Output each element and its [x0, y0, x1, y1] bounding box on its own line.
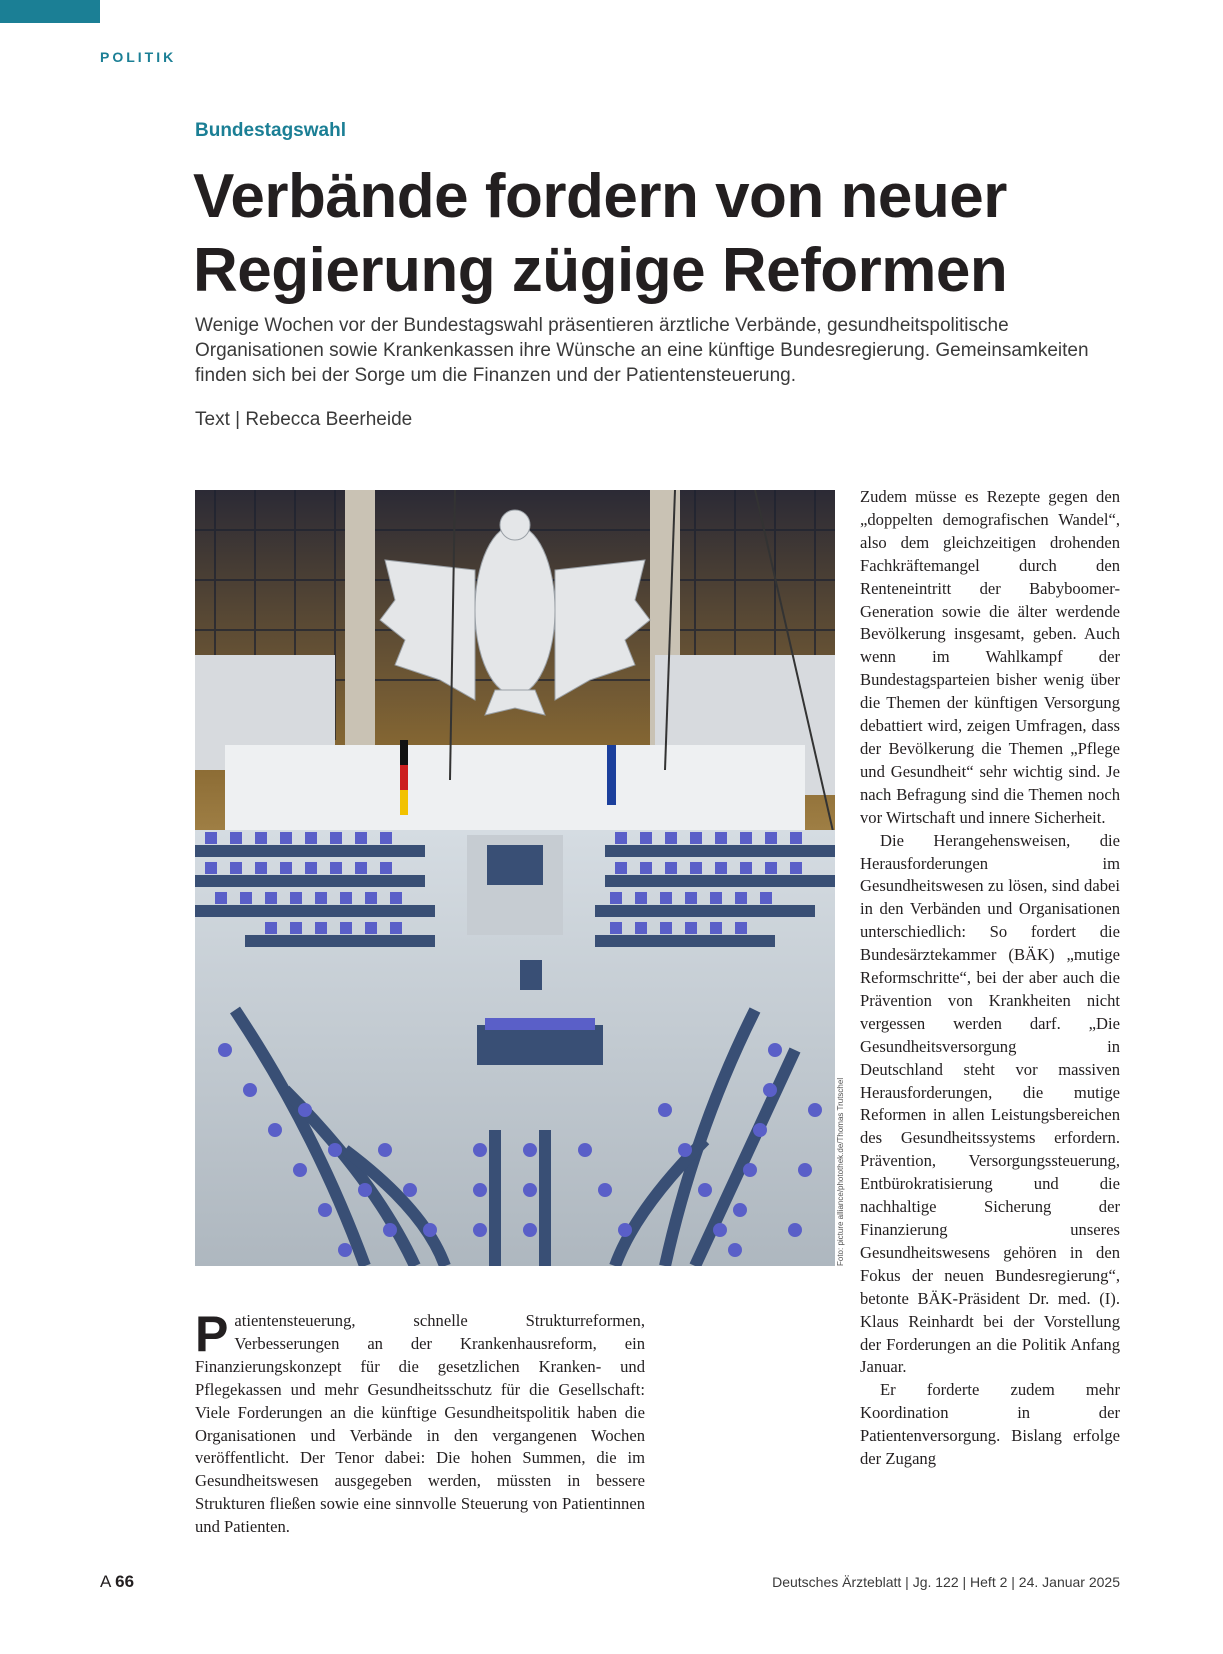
article-lead: Wenige Wochen vor der Bundestagswahl präsentieren ärztliche Verbände, gesundheitspolitische Organisationen sowie Krankenkassen ihre Wünsche an eine künftige Bundesregierung. Gemeinsamkeiten finden sich bei der Sorge um die Finanzen und der Patientensteuerung.	[195, 315, 1089, 386]
body-paragraph-1	[195, 1306, 645, 1539]
journal-info: Deutsches Ärzteblatt | Jg. 122 | Heft 2 | 24. Januar 2025	[772, 1574, 1120, 1590]
headline-line-1: Verbände fordern von neuer	[193, 162, 1007, 231]
section-color-bar	[0, 0, 100, 23]
section-label: POLITIK	[100, 49, 177, 65]
body-paragraph-4: Er forderte zudem mehr Koordination in der Patientenversorgung. Bislang erfolge der Zugang	[860, 1380, 1120, 1469]
article-headline	[193, 160, 1173, 308]
page-number-value: 66	[115, 1572, 135, 1591]
body-paragraph-1-text: atientensteuerung, schnelle Strukturreformen, Verbesserungen an der Krankenhausreform, ein Finanzierungskonzept für die gesetzlichen Kranken- und Pflegekassen und mehr Gesundheitsschutz für die Gesellschaft: Viele Forderungen an die künftige Gesundheitspolitik haben die Organisationen und Verbände in den vergangenen Wochen veröffentlicht. Der Tenor dabei: Die hohen Summen, die im Gesundheitswesen ausgegeben werden, müssten in bessere Strukturen fließen sowie eine sinnvolle Steuerung von Patientinnen und Patienten.	[195, 1311, 645, 1537]
drop-cap: P	[195, 1306, 229, 1362]
article-kicker: Bundestagswahl	[195, 120, 346, 141]
body-paragraph-3: Die Herangehensweisen, die Herausforderungen im Gesundheitswesen zu lösen, sind dabei in den Verbänden und Organisationen unterschiedlich: So fordert die Bundesärztekammer (BÄK) „mutige Reformschritte“, bei der aber auch die Prävention von Krankheiten nicht vergessen werden darf. „Die Gesundheitsversorgung in Deutschland steht vor massiven Herausforderungen, die mutige Reformen in allen Leistungsbereichen des Gesundheitssystems erfordern. Prävention, Versorgungssteuerung, Entbürokratisierung und die nachhaltige Sicherung der Finanzierung unseres Gesundheitswesens gehören in den Fokus der neuen Bundesregierung“, betonte BÄK-Präsident Dr. med. (I). Klaus Reinhardt bei der Vorstellung der Forderungen an die Politik Anfang Januar.	[860, 830, 1120, 1377]
article-author: Text | Rebecca Beerheide	[195, 409, 413, 430]
body-paragraph-2: Zudem müsse es Rezepte gegen den „doppelten demografischen Wandel“, also dem gleichzeitigen drohenden Fachkräftemangel durch den Renteneintritt der Babyboomer-Generation sowie die älter werdende Bevölkerung insgesamt, geben. Auch wenn im Wahlkampf der Bundestagsparteien bisher wenig über die Themen der künftigen Versorgung debattiert wird, zeigen Umfragen, dass der Bevölkerung die Themen „Pflege und Gesundheit“ sehr wichtig sind. Je nach Befragung sind die Themen noch vor Wirtschaft und innere Sicherheit.	[860, 487, 1120, 827]
body-column-1	[195, 1306, 645, 1539]
plenary-hall-photo	[195, 490, 835, 1266]
headline-line-2: Regierung zügige Reformen	[193, 236, 1008, 305]
page-number	[100, 1572, 134, 1592]
page-prefix: A	[100, 1572, 111, 1591]
photo-credit: Foto: picture alliance/photothek.de/Thomas Trutschel	[836, 1077, 845, 1266]
body-column-2	[860, 486, 1120, 1471]
